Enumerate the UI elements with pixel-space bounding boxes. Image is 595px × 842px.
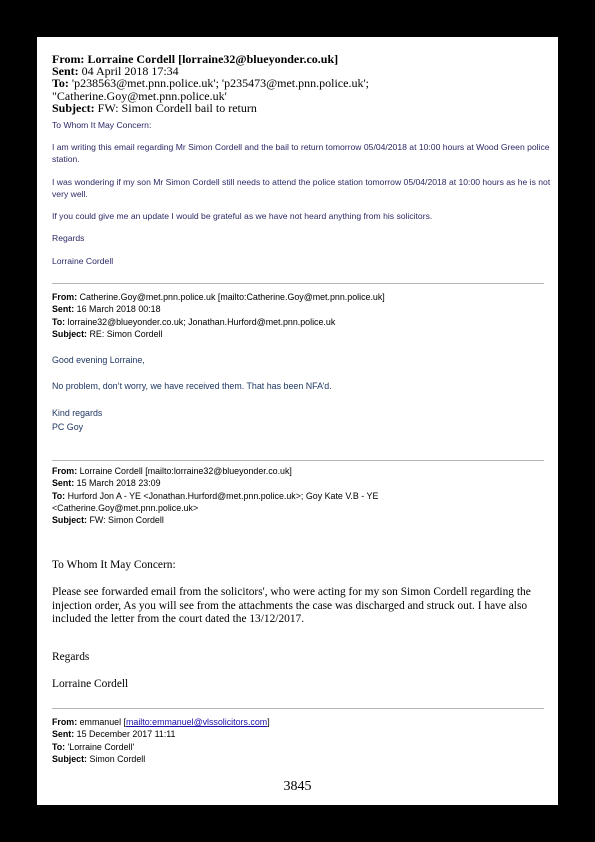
email2-to-value: lorraine32@blueyonder.co.uk; Jonathan.Hurford@met.pnn.police.uk [67,316,336,327]
email2-from-label: From: [52,292,78,302]
email2-greeting: Good evening Lorraine, [52,355,145,365]
email1-subject-value: FW: Simon Cordell bail to return [97,100,257,115]
email3-from-value: Lorraine Cordell [mailto:lorraine32@blueyonder.co.uk] [79,466,292,476]
email1-to-label: To: [52,76,69,91]
email2-sent-value: 16 March 2018 00:18 [76,304,161,315]
divider [52,708,544,709]
email2-subject-label: Subject: [52,328,88,339]
email3-from-label: From: [52,466,78,476]
email3-subject-label: Subject: [52,515,88,526]
email1-signature: Lorraine Cordell [52,256,114,266]
email2-to-label: To: [52,316,66,327]
email1-to-value-cont: "Catherine.Goy@met.pnn.police.uk' [52,88,227,103]
email2-from-value: Catherine.Goy@met.pnn.police.uk [mailto:Catherine.Goy@met.pnn.police.uk] [79,292,385,302]
email2-sent-label: Sent: [52,304,75,315]
email2-closing: Kind regards [52,408,103,418]
email1-to-value: 'p238563@met.pnn.police.uk'; 'p235473@met.pnn.police.uk'; [71,76,369,91]
email4-from-name: emmanuel [79,717,122,727]
email3-greeting: To Whom It May Concern: [52,559,176,571]
email3-to-label: To: [52,490,66,501]
email1-greeting: To Whom It May Concern: [52,120,152,130]
email1-sent-label: Sent: [52,64,79,79]
email1-subject-label: Subject: [52,100,95,115]
email3-sent-label: Sent: [52,478,75,489]
email1-from-value: Lorraine Cordell [lorraine32@blueyonder.co.uk] [87,52,339,66]
email1-header [52,53,552,114]
divider [52,283,544,284]
email1-paragraph-2: I was wondering if my son Mr Simon Cordell still needs to attend the police station tomorrow 05/04/2018 at 10:00 hours as he is not very well. [52,177,551,199]
email2-paragraph-1: No problem, don’t worry, we have received them. That has been NFA’d. [52,381,332,391]
email1-from-label: From: [52,52,85,66]
email4-sent-label: Sent: [52,729,75,740]
divider [52,460,544,461]
email1-paragraph-3: If you could give me an update I would be grateful as we have not heard anything from his solicitors. [52,211,433,221]
email4-mailto-link[interactable]: mailto:emmanuel@vlssolicitors.com [126,717,268,727]
email3-to-value: Hurford Jon A - YE <Jonathan.Hurford@met.pnn.police.uk>; Goy Kate V.B - YE [67,490,379,501]
email1-regards: Regards [52,233,85,243]
email3-header [52,465,552,526]
email3-signature: Lorraine Cordell [52,678,129,690]
email3-regards: Regards [52,651,90,663]
email2-subject-value: RE: Simon Cordell [89,328,163,339]
page-number: 3845 [283,779,312,794]
document-page [37,37,558,805]
email1-sent-value: 04 April 2018 17:34 [81,64,179,79]
email1-paragraph-1: I am writing this email regarding Mr Simon Cordell and the bail to return tomorrow 05/04/2018 at 10:00 hours at Wood Green police station. [52,142,550,164]
email2-signature: PC Goy [52,422,84,432]
email3-paragraph-1: Please see forwarded email from the solicitors', who were acting for my son Simon Cordell regarding the injection order, As you will see from the attachments the case was discharged and struck out. I have also included the letter from the court dated the 13/12/2017. [52,586,531,626]
email3-sent-value: 15 March 2018 23:09 [76,478,161,489]
email4-to-value: 'Lorraine Cordell' [67,741,135,752]
email4-subject-value: Simon Cordell [89,753,146,764]
email3-to-value-cont: <Catherine.Goy@met.pnn.police.uk> [52,502,199,513]
email3-subject-value: FW: Simon Cordell [89,515,164,526]
email2-header [52,291,552,340]
email4-sent-value: 15 December 2017 11:11 [76,729,176,740]
email4-to-label: To: [52,741,66,752]
email4-from-label: From: [52,717,78,727]
email4-subject-label: Subject: [52,753,88,764]
email4-header: From: emmanuel [mailto:emmanuel@vlssolicitors.com] Sent: 15 December 2017 11:11 To: 'Lorraine Cordell' Subject: Simon Cordell [52,717,270,764]
